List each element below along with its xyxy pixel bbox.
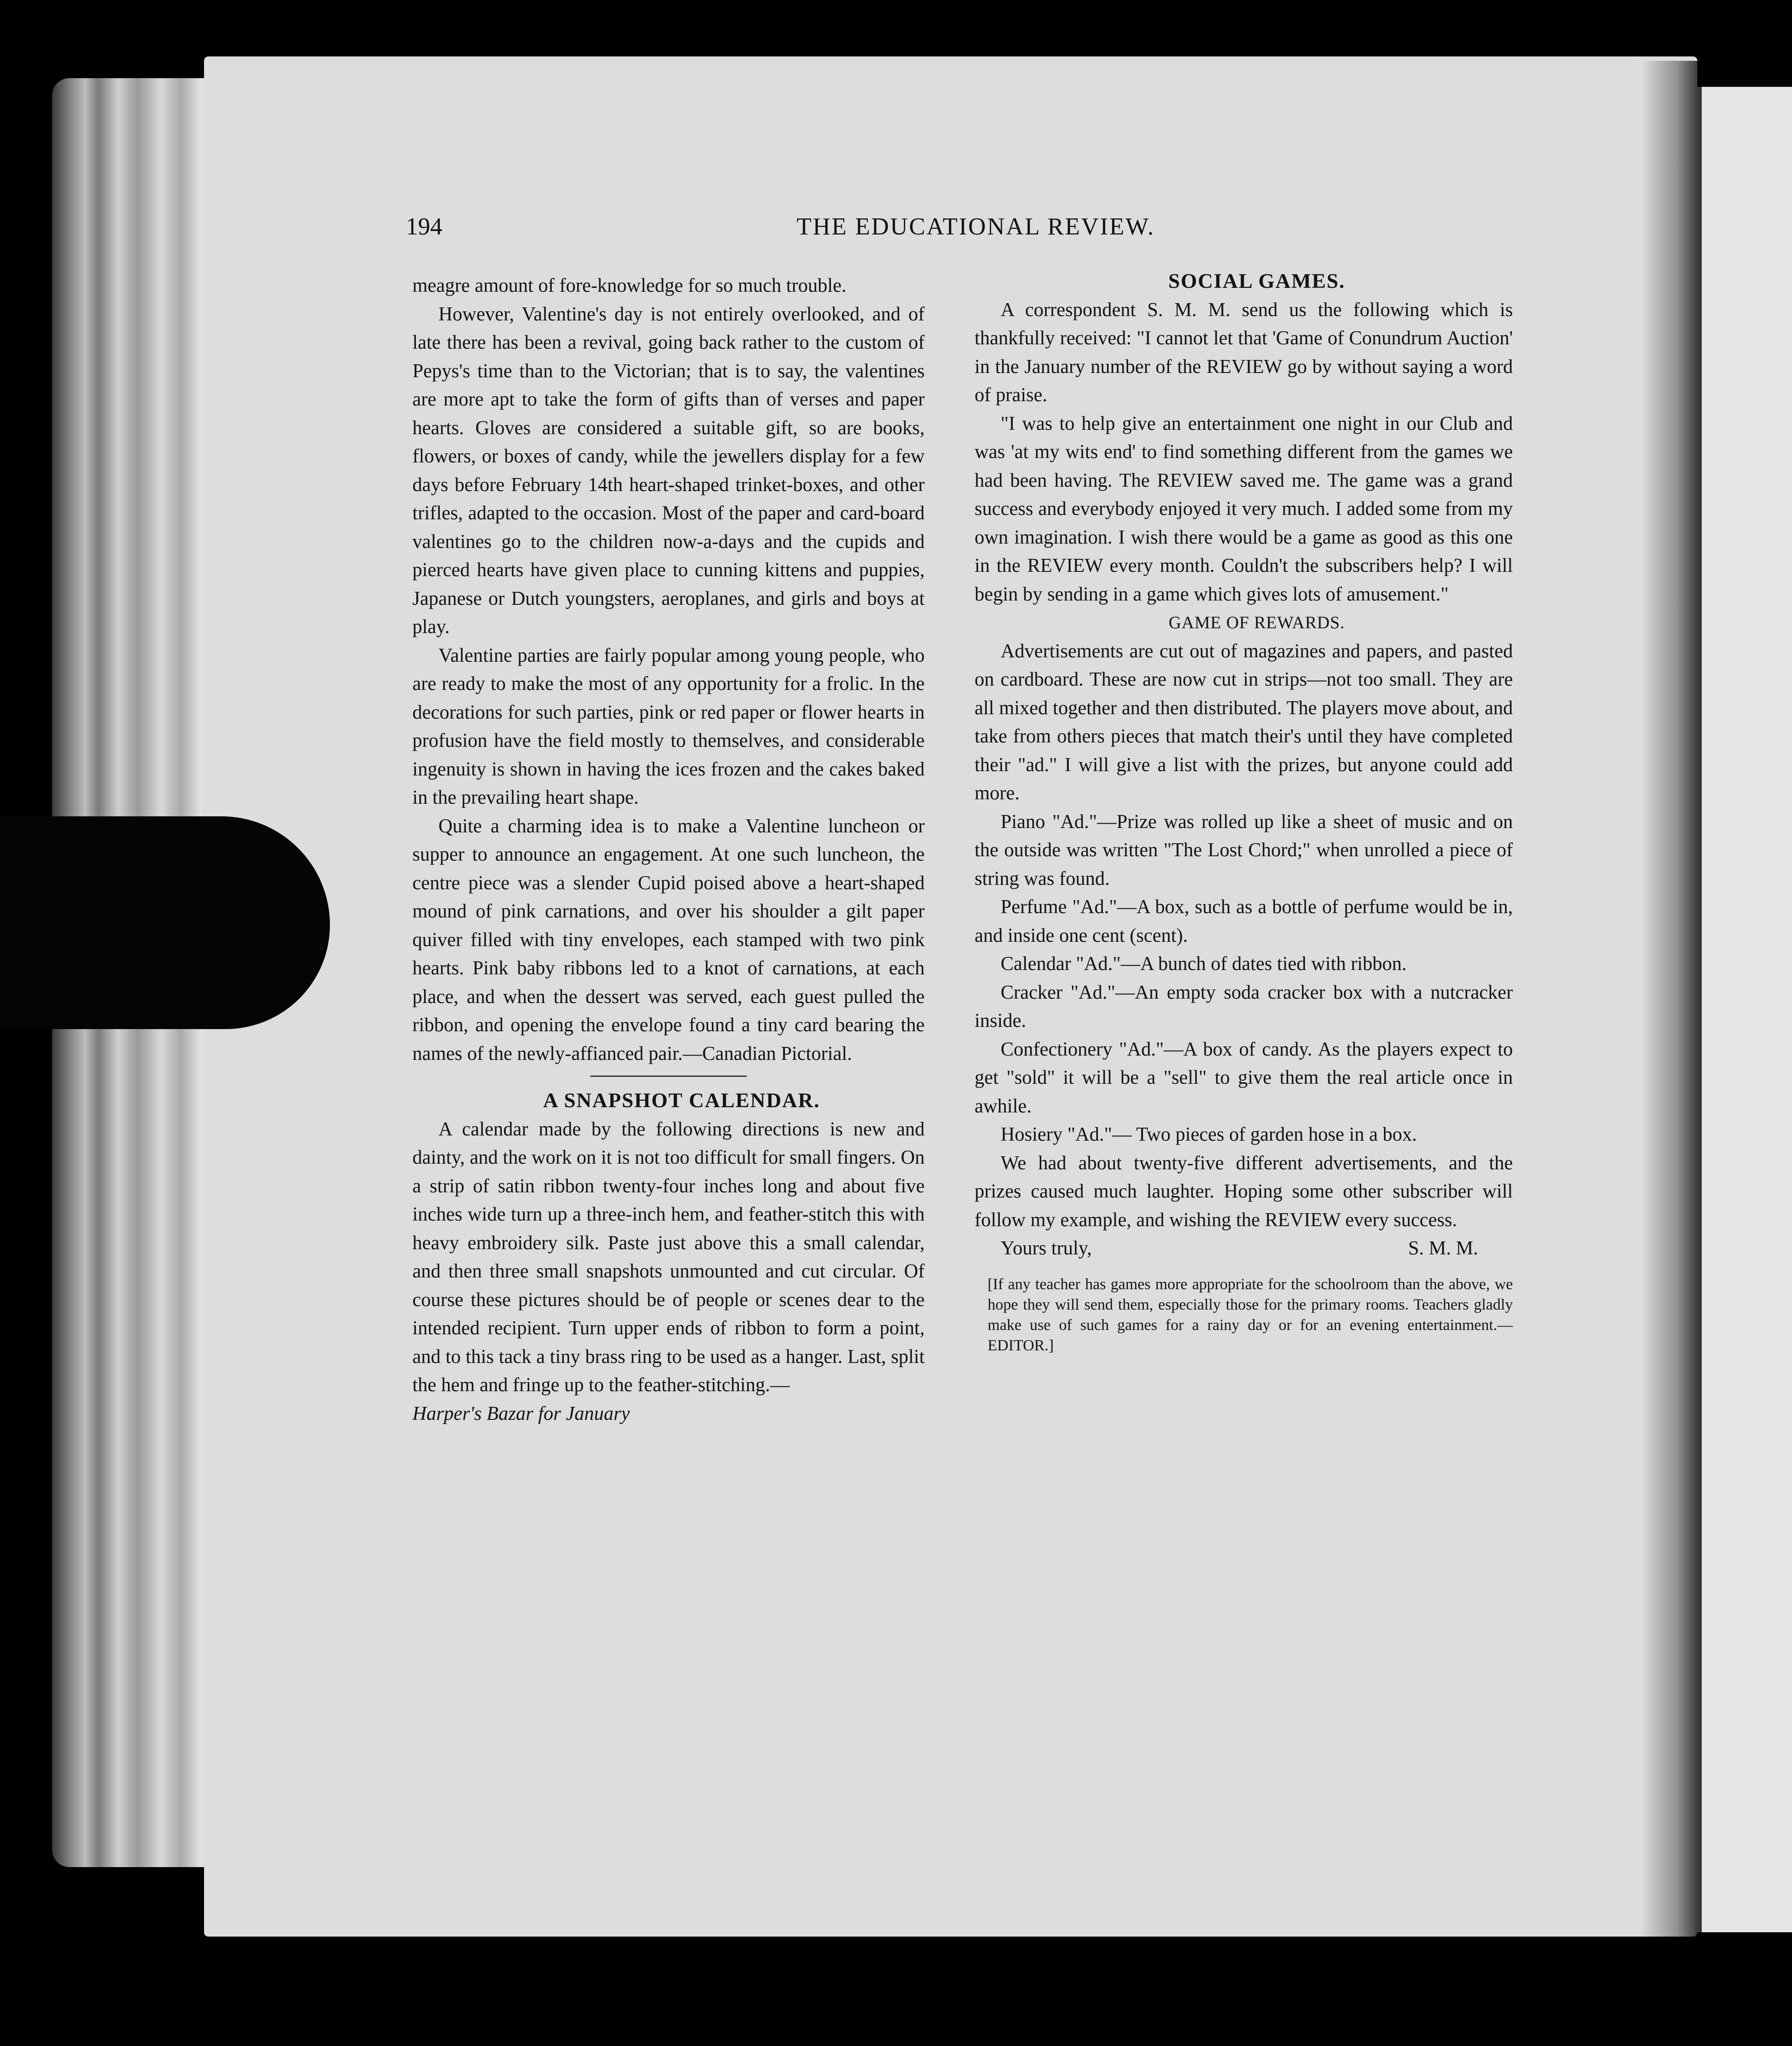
paragraph: Advertisements are cut out of magazines and papers, and pasted on cardboard. These are now cut in strips—not too small. They are all mixed together and then distributed. The players move about, and take from others pieces that match their's until they have completed their "ad." I will give a list with the prizes, but anyone could add more. bbox=[975, 640, 1513, 804]
paragraph: "I was to help give an entertainment one night in our Club and was 'at my wits end' to find something different from the games we had been having. The REVIEW saved me. The game was a grand success and everybody enjoyed it very much. I added some from my own imagination. I wish there would be a game as good as this one in the REVIEW every month. Couldn't the subscribers help? I will begin by sending in a game which gives lots of amusement." bbox=[975, 412, 1513, 605]
paragraph: We had about twenty-five different advertisements, and the prizes caused much laughter. Hoping some other subscriber will follow my example, and wishing the REVIEW every success. bbox=[975, 1152, 1513, 1231]
journal-title: THE EDUCATIONAL REVIEW. bbox=[797, 213, 1155, 240]
paragraph: Valentine parties are fairly popular among young people, who are ready to make the most of any opportunity for a frolic. In the decorations for such parties, pink or red paper or flower hearts in profusion have the field mostly to themselves, and considerable ingenuity is shown in having the ices frozen and the cakes baked in the prevailing heart shape. bbox=[412, 644, 925, 808]
paragraph: A correspondent S. M. M. send us the following which is thankfully received: "I cannot let that 'Game of Conundrum Auction' in the January number of the REVIEW go by without saying a word of praise. bbox=[975, 298, 1513, 406]
book-gutter-shadow bbox=[1641, 61, 1702, 1937]
section-divider bbox=[590, 1076, 747, 1077]
paragraph: A calendar made by the following directions is new and dainty, and the work on it is not too difficult for small fingers. On a strip of satin ribbon twenty-four inches long and about five inches wide turn up a three-inch hem, and feather-stitch this with heavy embroidery silk. Paste just above this a small calendar, and then three small snapshots unmounted and cut circular. Of course these pictures should be of people or scenes dear to the intended recipient. Turn upper ends of ribbon to form a point, and to this tack a tiny brass ring to be used as a hanger. Last, split the hem and fringe up to the feather-stitching.— bbox=[412, 1118, 925, 1396]
closing: Yours truly, bbox=[1001, 1237, 1092, 1259]
signature: S. M. M. bbox=[1408, 1237, 1478, 1259]
page-header bbox=[406, 213, 1187, 248]
game-of-rewards-subheading: GAME OF REWARDS. bbox=[1168, 613, 1345, 632]
paragraph: meagre amount of fore-knowledge for so much trouble. bbox=[412, 274, 847, 296]
social-games-heading: SOCIAL GAMES. bbox=[1168, 270, 1345, 293]
signature-line bbox=[975, 1234, 1513, 1263]
paragraph: Perfume "Ad."—A box, such as a bottle of perfume would be in, and inside one cent (scent). bbox=[975, 896, 1513, 946]
paragraph: Calendar "Ad."—A bunch of dates tied with ribbon. bbox=[1001, 953, 1407, 974]
right-column bbox=[975, 267, 1513, 1356]
snapshot-calendar-heading: A SNAPSHOT CALENDAR. bbox=[543, 1089, 820, 1112]
holding-thumb bbox=[0, 816, 330, 1029]
source-citation: Harper's Bazar for January bbox=[412, 1402, 630, 1424]
left-column bbox=[412, 271, 925, 1428]
paragraph: Quite a charming idea is to make a Valentine luncheon or supper to announce an engagement. At one such luncheon, the centre piece was a slender Cupid poised above a heart-shaped mound of pink carnations, and over his shoulder a gilt paper quiver filled with tiny envelopes, each stamped with two pink hearts. Pink baby ribbons led to a knot of carnations, at each place, and when the dessert was served, each guest pulled the ribbon, and opening the envelope found a tiny card bearing the names of the newly-affianced pair.—Canadian Pictorial. bbox=[412, 815, 925, 1064]
facing-page-edge bbox=[1689, 87, 1792, 1932]
paragraph: However, Valentine's day is not entirely overlooked, and of late there has been a revival, going back rather to the custom of Pepys's time than to the Victorian; that is to say, the valentines are more apt to take the form of gifts than of verses and paper hearts. Gloves are considered a suitable gift, so are books, flowers, or boxes of candy, while the jewellers display for a few days before February 14th heart-shaped trinket-boxes, and other trifles, adapted to the occasion. Most of the paper and card-board valentines go to the children now-a-days and the cupids and pierced hearts have given place to cunning kittens and puppies, Japanese or Dutch youngsters, aeroplanes, and girls and boys at play. bbox=[412, 303, 925, 637]
editor-note: [If any teacher has games more appropriate for the schoolroom than the above, we hope they will send them, especially those for the primary rooms. Teachers gladly make use of such games for a rainy day or for an evening entertainment.—EDITOR.] bbox=[988, 1275, 1513, 1354]
paragraph: Cracker "Ad."—An empty soda cracker box with a nutcracker inside. bbox=[975, 981, 1513, 1031]
paragraph: Piano "Ad."—Prize was rolled up like a sheet of music and on the outside was written "The Lost Chord;" when unrolled a piece of string was found. bbox=[975, 810, 1513, 889]
paragraph: Hosiery "Ad."— Two pieces of garden hose in a box. bbox=[1001, 1123, 1417, 1145]
paragraph: Confectionery "Ad."—A box of candy. As the players expect to get "sold" it will be a "sell" to give them the real article once in awhile. bbox=[975, 1038, 1513, 1117]
page-number: 194 bbox=[406, 213, 442, 240]
